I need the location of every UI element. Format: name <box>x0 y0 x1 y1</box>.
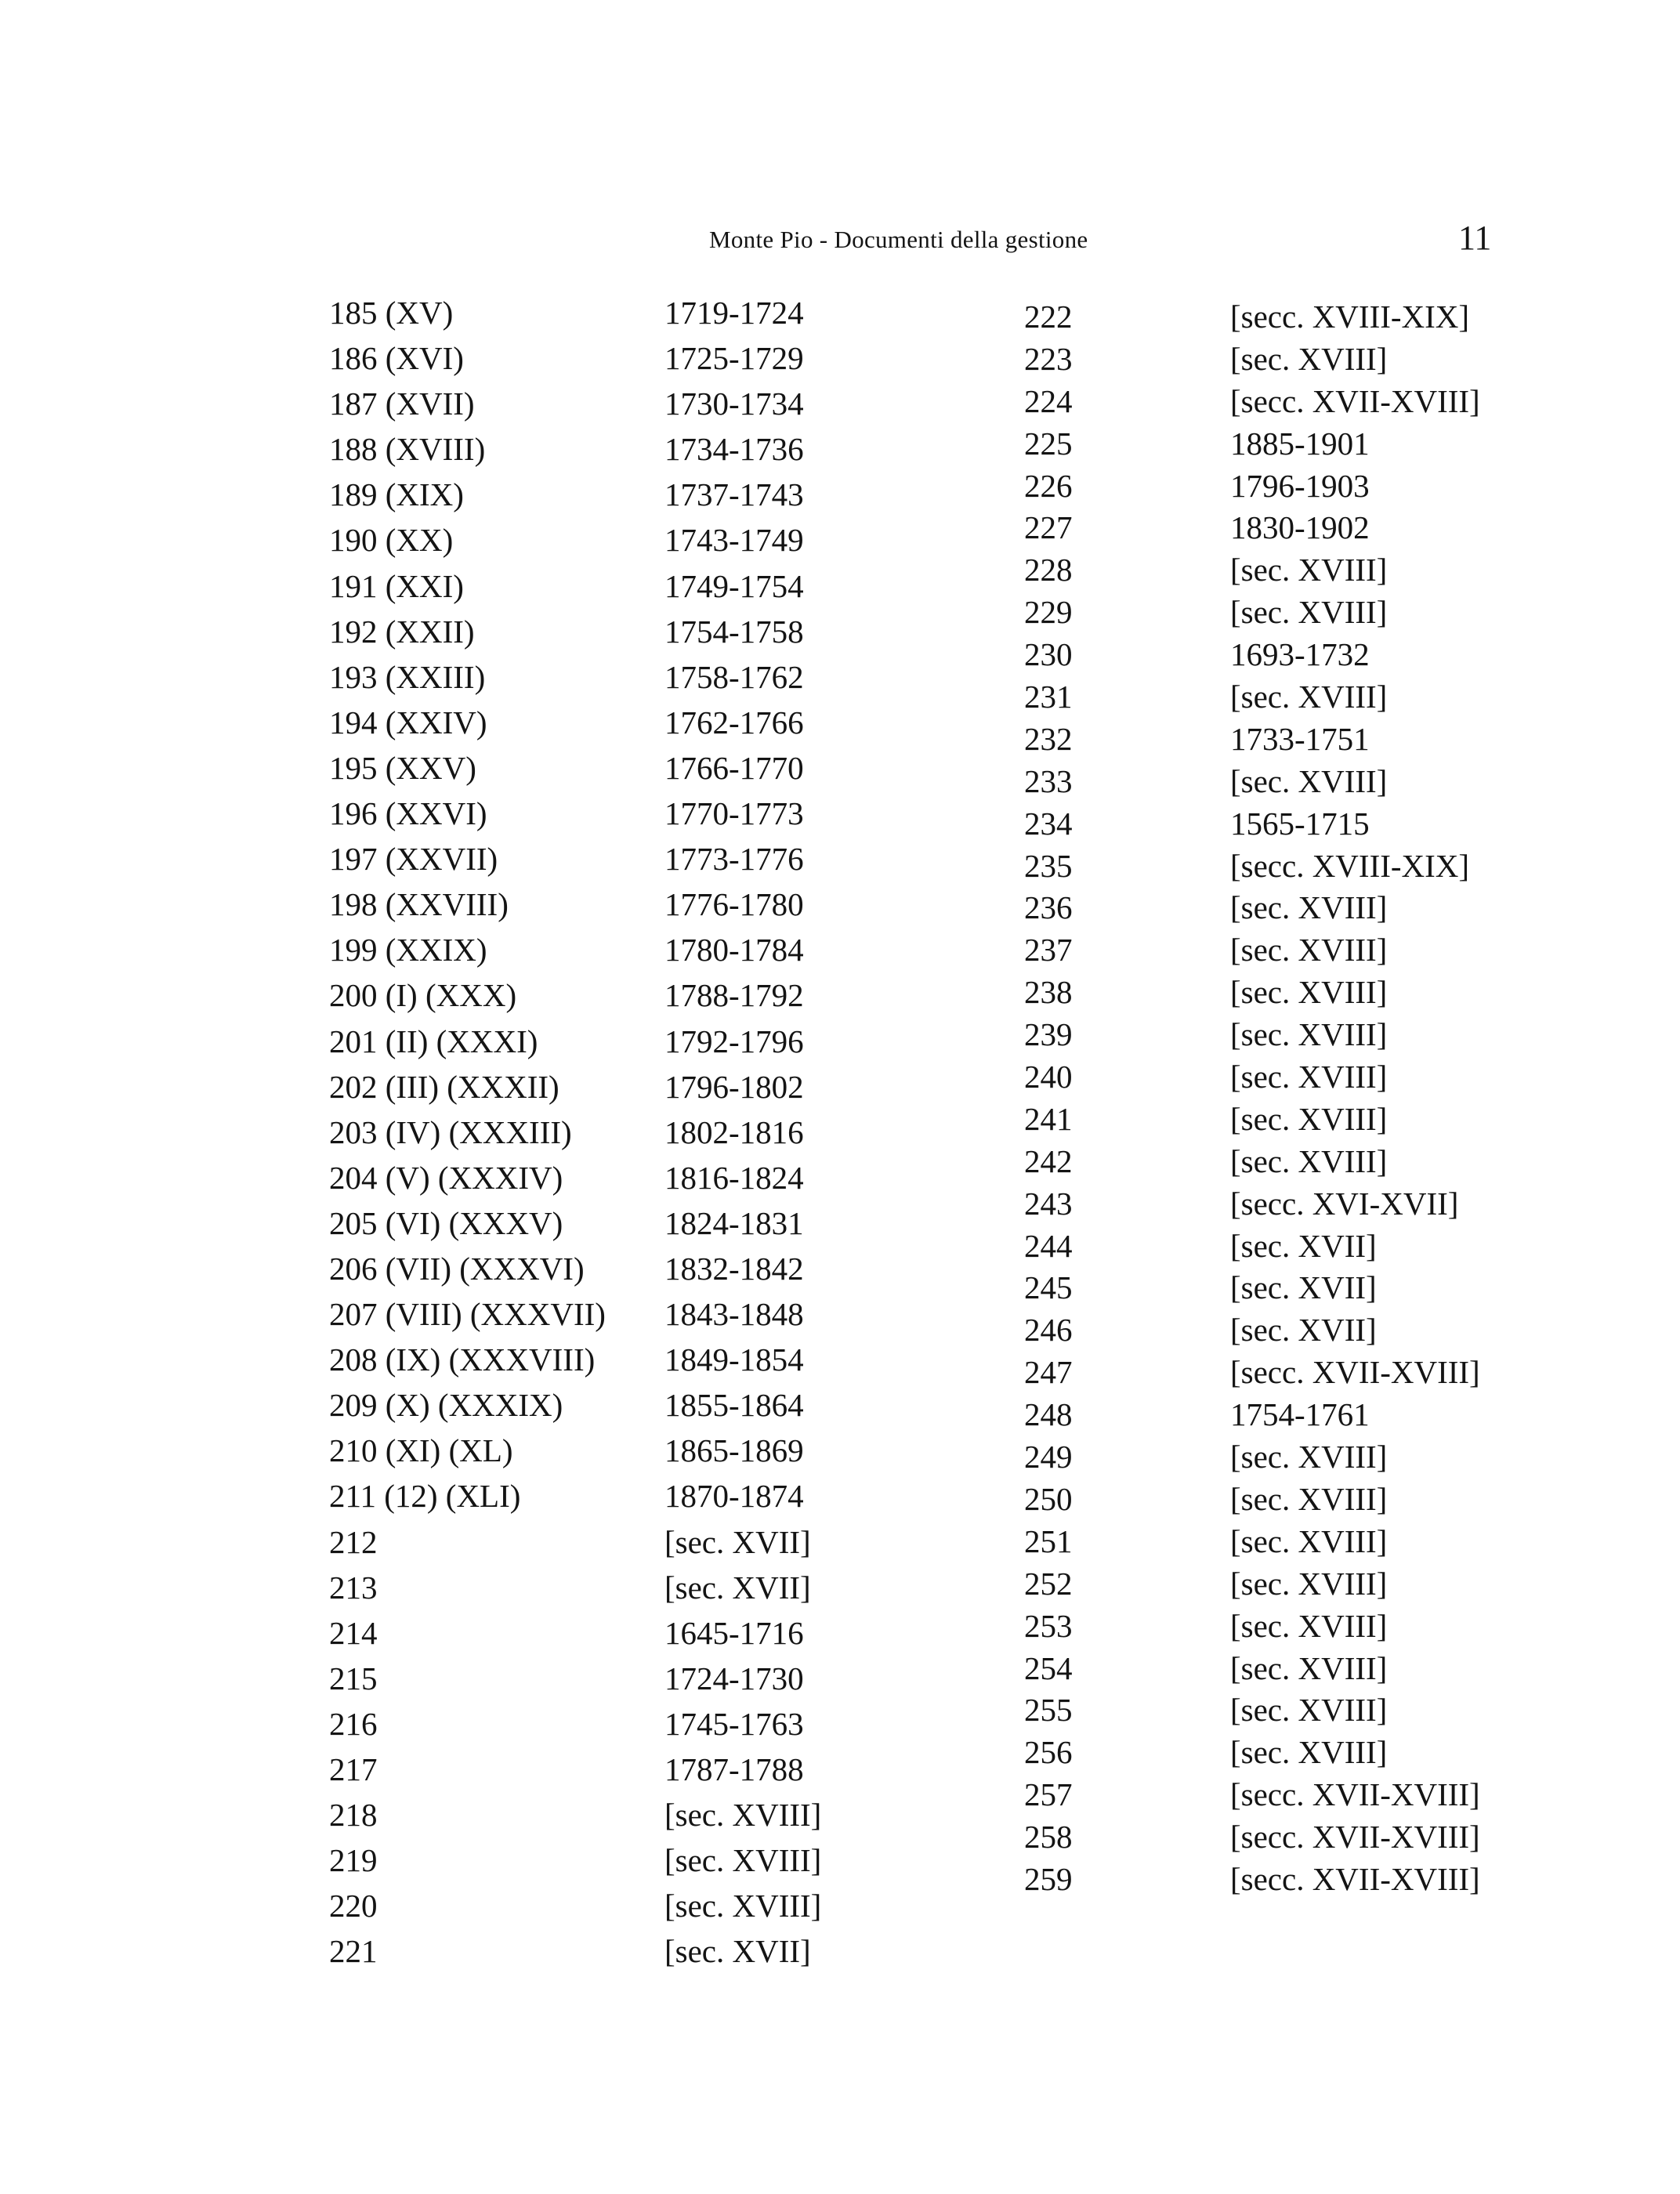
entry-date: 1832-1842 <box>664 1250 804 1287</box>
entry-number: 210 (XI) (XL) <box>329 1432 513 1469</box>
entry-number: 231 <box>1024 679 1073 715</box>
entry-number: 208 (IX) (XXXVIII) <box>329 1341 596 1378</box>
entry-date: 1754-1758 <box>664 613 804 650</box>
entry-number: 256 <box>1024 1734 1073 1771</box>
entry-number: 196 (XXVI) <box>329 795 487 832</box>
entry-number: 218 <box>329 1797 378 1834</box>
entry-number: 236 <box>1024 889 1073 926</box>
entry-date: 1802-1816 <box>664 1113 804 1150</box>
entry-number: 195 (XXV) <box>329 749 476 786</box>
entry-date: 1787-1788 <box>664 1751 804 1787</box>
entry-date: [sec. XVIII] <box>1230 1059 1388 1095</box>
entry-date: 1788-1792 <box>664 977 804 1014</box>
entry-number: 219 <box>329 1842 378 1879</box>
entry-date: [secc. XVI-XVII] <box>1230 1185 1459 1222</box>
entry-number: 244 <box>1024 1227 1073 1264</box>
entry-number: 203 (IV) (XXXIII) <box>329 1113 572 1150</box>
entry-date: [secc. XVII-XVIII] <box>1230 382 1480 419</box>
entry-number: 253 <box>1024 1607 1073 1644</box>
entry-date: [sec. XVIII] <box>1230 1016 1388 1053</box>
entry-date: [secc. XVIII-XIX] <box>1230 299 1470 335</box>
entry-date: 1849-1854 <box>664 1341 804 1378</box>
entry-number: 201 (II) (XXXI) <box>329 1023 538 1059</box>
entry-number: 193 (XXIII) <box>329 658 486 695</box>
entry-date: [secc. XVII-XVIII] <box>1230 1354 1480 1391</box>
entry-date: 1754-1761 <box>1230 1396 1370 1433</box>
entry-date: 1693-1732 <box>1230 636 1370 673</box>
entry-number: 240 <box>1024 1059 1073 1095</box>
entry-date: [secc. XVII-XVIII] <box>1230 1776 1480 1813</box>
entry-number: 191 (XXI) <box>329 567 464 604</box>
entry-date: 1725-1729 <box>664 340 804 377</box>
entry-date: 1855-1864 <box>664 1387 804 1424</box>
entry-number: 241 <box>1024 1100 1073 1137</box>
entry-number: 252 <box>1024 1565 1073 1602</box>
entry-date: [sec. XVIII] <box>1230 1142 1388 1179</box>
entry-date: 1737-1743 <box>664 476 804 513</box>
entry-date: 1770-1773 <box>664 795 804 832</box>
entry-number: 188 (XVIII) <box>329 431 486 468</box>
entry-date: [sec. XVIII] <box>1230 932 1388 968</box>
entry-date: [sec. XVIII] <box>1230 679 1388 715</box>
entry-date: [secc. XVIII-XIX] <box>1230 847 1470 884</box>
entry-date: 1865-1869 <box>664 1432 804 1469</box>
entry-date: 1816-1824 <box>664 1159 804 1196</box>
entry-number: 204 (V) (XXXIV) <box>329 1159 563 1196</box>
entry-date: [sec. XVII] <box>664 1569 811 1606</box>
entry-number: 199 (XXIX) <box>329 932 487 968</box>
running-title: Monte Pio - Documenti della gestione <box>709 226 1088 253</box>
entry-number: 216 <box>329 1705 378 1742</box>
entry-number: 239 <box>1024 1016 1073 1053</box>
entry-date: [sec. XVII] <box>1230 1227 1377 1264</box>
entry-number: 243 <box>1024 1185 1073 1222</box>
entry-number: 211 (12) (XLI) <box>329 1478 521 1515</box>
entry-number: 232 <box>1024 720 1073 757</box>
entry-date: [sec. XVII] <box>664 1523 811 1560</box>
entry-date: [sec. XVIII] <box>1230 974 1388 1011</box>
entry-date: [sec. XVII] <box>1230 1312 1377 1349</box>
entry-date: 1792-1796 <box>664 1023 804 1059</box>
entry-number: 190 (XX) <box>329 522 454 559</box>
entry-date: 1766-1770 <box>664 749 804 786</box>
entry-number: 257 <box>1024 1776 1073 1813</box>
entry-number: 234 <box>1024 805 1073 842</box>
entry-date: 1796-1802 <box>664 1068 804 1105</box>
entry-number: 233 <box>1024 762 1073 799</box>
entry-number: 245 <box>1024 1269 1073 1306</box>
entry-number: 224 <box>1024 382 1073 419</box>
entry-number: 198 (XXVIII) <box>329 886 509 923</box>
entry-date: [sec. XVIII] <box>664 1888 822 1924</box>
entry-date: 1762-1766 <box>664 704 804 740</box>
entry-date: [sec. XVIII] <box>1230 889 1388 926</box>
entry-date: 1734-1736 <box>664 431 804 468</box>
entry-date: [sec. XVIII] <box>1230 1522 1388 1559</box>
entry-date: [sec. XVIII] <box>1230 1607 1388 1644</box>
entry-number: 189 (XIX) <box>329 476 464 513</box>
entry-number: 187 (XVII) <box>329 386 475 422</box>
entry-number: 242 <box>1024 1142 1073 1179</box>
entry-number: 225 <box>1024 425 1073 462</box>
entry-date: 1724-1730 <box>664 1660 804 1696</box>
entry-number: 186 (XVI) <box>329 340 464 377</box>
entry-date: 1730-1734 <box>664 386 804 422</box>
entry-number: 215 <box>329 1660 378 1696</box>
entry-date: 1745-1763 <box>664 1705 804 1742</box>
entry-number: 230 <box>1024 636 1073 673</box>
entry-number: 255 <box>1024 1692 1073 1729</box>
entry-date: 1749-1754 <box>664 567 804 604</box>
entry-number: 246 <box>1024 1312 1073 1349</box>
entry-date: 1843-1848 <box>664 1296 804 1333</box>
entry-number: 209 (X) (XXXIX) <box>329 1387 563 1424</box>
entry-number: 229 <box>1024 594 1073 631</box>
entry-date: 1743-1749 <box>664 522 804 559</box>
entry-date: 1780-1784 <box>664 932 804 968</box>
entry-number: 237 <box>1024 932 1073 968</box>
entry-number: 205 (VI) (XXXV) <box>329 1204 563 1241</box>
entry-number: 194 (XXIV) <box>329 704 487 740</box>
entry-date: [sec. XVIII] <box>1230 1565 1388 1602</box>
entry-date: [sec. XVII] <box>664 1933 811 1970</box>
entry-number: 207 (VIII) (XXXVII) <box>329 1296 606 1333</box>
entry-date: [sec. XVIII] <box>1230 1480 1388 1517</box>
entry-date: [sec. XVIII] <box>1230 340 1388 377</box>
entry-date: [sec. XVIII] <box>1230 1692 1388 1729</box>
entry-date: 1776-1780 <box>664 886 804 923</box>
entry-number: 238 <box>1024 974 1073 1011</box>
entry-number: 228 <box>1024 552 1073 588</box>
entry-date: [sec. XVII] <box>1230 1269 1377 1306</box>
entry-number: 222 <box>1024 299 1073 335</box>
entry-number: 227 <box>1024 509 1073 546</box>
entry-date: 1773-1776 <box>664 841 804 878</box>
entry-number: 206 (VII) (XXXVI) <box>329 1250 585 1287</box>
entry-date: [secc. XVII-XVIII] <box>1230 1860 1480 1897</box>
entry-number: 185 (XV) <box>329 295 454 331</box>
entry-date: [sec. XVIII] <box>1230 1439 1388 1475</box>
entry-number: 214 <box>329 1614 378 1651</box>
entry-date: 1645-1716 <box>664 1614 804 1651</box>
entry-date: 1565-1715 <box>1230 805 1370 842</box>
entry-number: 247 <box>1024 1354 1073 1391</box>
entry-number: 226 <box>1024 467 1073 504</box>
entry-date: 1870-1874 <box>664 1478 804 1515</box>
entry-number: 202 (III) (XXXII) <box>329 1068 559 1105</box>
entry-number: 192 (XXII) <box>329 613 475 650</box>
entry-date: 1796-1903 <box>1230 467 1370 504</box>
entry-number: 213 <box>329 1569 378 1606</box>
entry-date: 1830-1902 <box>1230 509 1370 546</box>
entry-number: 254 <box>1024 1649 1073 1686</box>
entry-number: 197 (XXVII) <box>329 841 498 878</box>
entry-date: [sec. XVIII] <box>1230 1100 1388 1137</box>
entry-number: 249 <box>1024 1439 1073 1475</box>
entry-date: [sec. XVIII] <box>1230 762 1388 799</box>
entry-date: 1719-1724 <box>664 295 804 331</box>
entry-number: 250 <box>1024 1480 1073 1517</box>
entry-number: 220 <box>329 1888 378 1924</box>
entry-number: 200 (I) (XXX) <box>329 977 517 1014</box>
entry-date: [sec. XVIII] <box>664 1797 822 1834</box>
entry-date: [sec. XVIII] <box>1230 552 1388 588</box>
entry-date: 1885-1901 <box>1230 425 1370 462</box>
entry-number: 251 <box>1024 1522 1073 1559</box>
entry-date: 1758-1762 <box>664 658 804 695</box>
entry-date: [secc. XVII-XVIII] <box>1230 1819 1480 1855</box>
entry-number: 221 <box>329 1933 378 1970</box>
entry-number: 217 <box>329 1751 378 1787</box>
entry-date: [sec. XVIII] <box>1230 594 1388 631</box>
entry-date: [sec. XVIII] <box>664 1842 822 1879</box>
entry-date: [sec. XVIII] <box>1230 1734 1388 1771</box>
entry-date: 1733-1751 <box>1230 720 1370 757</box>
entry-number: 212 <box>329 1523 378 1560</box>
entry-number: 258 <box>1024 1819 1073 1855</box>
entry-number: 235 <box>1024 847 1073 884</box>
entry-number: 248 <box>1024 1396 1073 1433</box>
entry-number: 223 <box>1024 340 1073 377</box>
entry-date: 1824-1831 <box>664 1204 804 1241</box>
page-number: 11 <box>1458 219 1492 257</box>
entry-number: 259 <box>1024 1860 1073 1897</box>
entry-date: [sec. XVIII] <box>1230 1649 1388 1686</box>
